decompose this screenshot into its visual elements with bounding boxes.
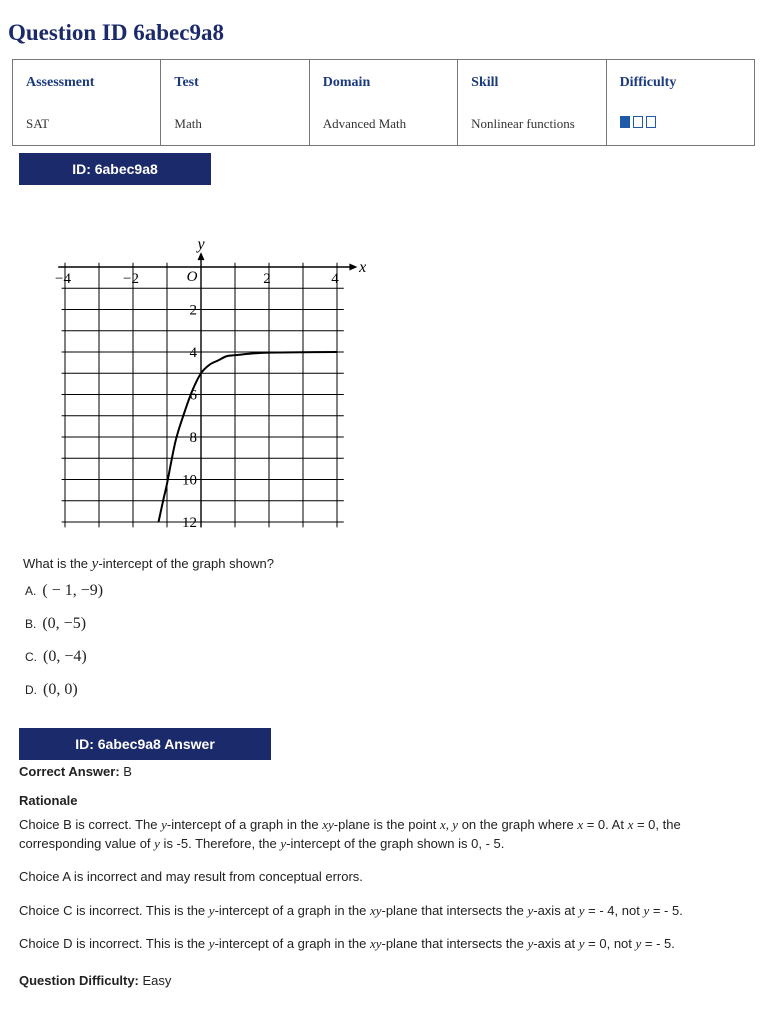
question-id-banner: ID: 6abec9a8	[19, 153, 211, 185]
choice-letter: C.	[25, 650, 37, 664]
choice-letter: A.	[25, 584, 37, 598]
y-tick-label: −10	[173, 472, 197, 489]
meta-cell-assessment	[13, 60, 161, 146]
meta-value: Math	[174, 116, 202, 131]
origin-label: O	[186, 269, 198, 285]
y-tick-label: −12	[173, 515, 197, 531]
choice-value: (0, −5)	[42, 615, 87, 632]
y-axis-label: y	[197, 236, 205, 253]
difficulty-box-empty	[633, 116, 643, 128]
rationale-choice-b: Choice B is correct. The y-intercept of a graph in the xy-plane is the point x, y on the graph where x = 0. At x = 0, the corresponding value of y is -5. Therefore, the y-intercept of the graph shown is 0, - 5.	[19, 817, 681, 851]
question-difficulty: Question Difficulty: Easy	[19, 973, 172, 988]
rationale-choice-a: Choice A is incorrect and may result from conceptual errors.	[19, 869, 363, 884]
answer-id-banner: ID: 6abec9a8 Answer	[19, 728, 271, 760]
page-title: Question ID 6abec9a8	[8, 20, 224, 45]
meta-header: Difficulty	[619, 75, 677, 90]
graph-axes	[58, 252, 357, 527]
choice-letter: B.	[25, 617, 37, 631]
y-tick-label: −8	[181, 430, 197, 446]
choice-value: (0, 0)	[43, 681, 78, 698]
choice-value: ( − 1, −9)	[42, 582, 104, 599]
graph-grid	[62, 263, 344, 528]
rationale-choice-d: Choice D is incorrect. This is the y-intercept of a graph in the xy-plane that intersects the y-axis at y = 0, not y = - 5.	[19, 936, 675, 951]
rationale-choice-c: Choice C is incorrect. This is the y-intercept of a graph in the xy-plane that intersects the y-axis at y = - 4, not y = - 5.	[19, 903, 683, 918]
choice-a[interactable]	[25, 582, 103, 600]
choice-letter: D.	[25, 683, 37, 697]
choice-c[interactable]	[25, 648, 87, 666]
difficulty-box-filled	[620, 116, 630, 128]
x-tick-label: −2	[123, 271, 139, 287]
meta-header: Test	[174, 75, 199, 90]
question-meta-table	[12, 59, 755, 146]
x-tick-label: −4	[55, 271, 71, 287]
choice-b[interactable]	[25, 615, 86, 633]
x-tick-label: 2	[263, 271, 271, 287]
y-axis-arrow	[198, 252, 205, 260]
meta-value: SAT	[26, 116, 50, 131]
correct-answer: Correct Answer: B	[19, 764, 132, 779]
y-tick-label: −6	[181, 387, 197, 404]
meta-cell-difficulty	[606, 60, 754, 146]
x-axis-arrow	[349, 264, 357, 271]
y-tick-label: −2	[181, 302, 197, 319]
meta-cell-skill	[458, 60, 606, 146]
difficulty-box-empty	[646, 116, 656, 128]
question-text: What is the y-intercept of the graph shown?	[23, 556, 274, 572]
meta-header: Skill	[471, 75, 499, 90]
y-tick-label: −4	[181, 345, 197, 361]
choice-d[interactable]	[25, 681, 78, 699]
meta-cell-test	[161, 60, 309, 146]
meta-value: Nonlinear functions	[471, 116, 575, 131]
meta-value: Advanced Math	[322, 116, 407, 131]
exponential-graph	[40, 233, 370, 533]
meta-cell-domain	[309, 60, 457, 146]
meta-header: Domain	[322, 75, 371, 90]
difficulty-indicator	[620, 116, 754, 128]
graph-tick-labels	[55, 236, 366, 531]
x-tick-label: 4	[331, 271, 339, 287]
x-axis-label: x	[359, 259, 367, 276]
meta-header: Assessment	[26, 75, 95, 90]
rationale-heading: Rationale	[19, 793, 78, 808]
choice-value: (0, −4)	[43, 648, 87, 665]
